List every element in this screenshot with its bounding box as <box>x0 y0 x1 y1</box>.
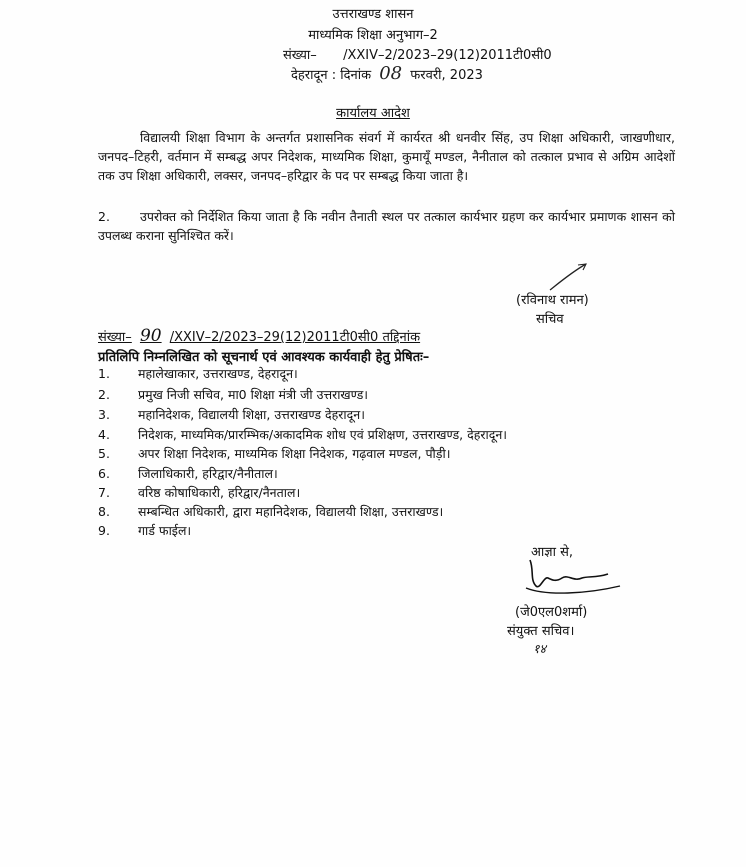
list-item <box>98 484 300 501</box>
header-government: उत्तराखण्ड शासन <box>332 7 414 22</box>
handwritten-note: १४ <box>533 641 547 656</box>
copy-reference-line <box>98 326 420 346</box>
secretary-designation: सचिव <box>536 312 564 327</box>
list-item <box>98 386 368 403</box>
list-item-text: वरिष्ठ कोषाधिकारी, हरिद्वार/नैनताल। <box>138 485 301 500</box>
list-item-number: 3. <box>98 407 110 422</box>
list-item-text: महानिदेशक, विद्यालयी शिक्षा, उत्तराखण्ड देहरादून। <box>138 407 365 422</box>
order-paragraph-1 <box>98 128 675 185</box>
list-item-number: 5. <box>98 446 110 461</box>
order-paragraph-2 <box>98 207 675 245</box>
by-order: आज्ञा से, <box>531 545 574 560</box>
list-item-number: 6. <box>98 466 110 481</box>
secretary-signature <box>548 262 588 292</box>
list-item-number: 1. <box>98 366 110 381</box>
list-item-text: सम्बन्धित अधिकारी, द्वारा महानिदेशक, विद्यालयी शिक्षा, उत्तराखण्ड। <box>138 504 444 519</box>
copy-reference-prefix: संख्या– <box>98 330 132 345</box>
list-item-text: महालेखाकार, उत्तराखण्ड, देहरादून। <box>138 366 298 381</box>
order-title: कार्यालय आदेश <box>336 106 410 121</box>
list-item-number: 9. <box>98 523 110 538</box>
list-item-text: अपर शिक्षा निदेशक, माध्यमिक शिक्षा निदेशक, गढ़वाल मण्डल, पौड़ी। <box>138 446 451 461</box>
list-item <box>98 503 443 520</box>
list-item-number: 8. <box>98 504 110 519</box>
joint-secretary-name: (जे0एल0शर्मा) <box>515 605 588 620</box>
list-item-number: 4. <box>98 427 110 442</box>
date-prefix: देहरादून : दिनांक <box>291 68 372 83</box>
order-paragraph-1-text: विद्यालयी शिक्षा विभाग के अन्तर्गत प्रशासनिक संवर्ग में कार्यरत श्री धनवीर सिंह, उप शिक्षा अधिकारी, जाखणीधार, जनपद–टिहरी, वर्तमान में सम्बद्ध अपर निदेशक, माध्यमिक शिक्षा, कुमायूँ मण्डल, नैनीताल को तत्काल प्रभाव से अग्रिम आदेशों तक उप शिक्षा अधिकारी, लक्सर, जनपद–हरिद्वार के पद पर सम्बद्ध किया जाता है। <box>98 130 675 183</box>
header-section: माध्यमिक शिक्षा अनुभाग–2 <box>308 28 438 43</box>
list-item <box>98 365 298 382</box>
list-item <box>98 406 365 423</box>
date-suffix: फरवरी, 2023 <box>410 68 483 83</box>
list-item-text: गार्ड फाईल। <box>138 523 192 538</box>
list-item-number: 2. <box>98 387 110 402</box>
date-line <box>291 63 483 84</box>
date-handwritten: 08 <box>379 63 403 84</box>
joint-secretary-designation: संयुक्त सचिव। <box>507 624 575 639</box>
list-item <box>98 445 450 462</box>
list-item <box>98 465 278 482</box>
list-item-text: प्रमुख निजी सचिव, मा0 शिक्षा मंत्री जी उत्तराखण्ड। <box>138 387 369 402</box>
list-item <box>98 522 191 539</box>
list-item-text: निदेशक, माध्यमिक/प्रारम्भिक/अकादमिक शोध एवं प्रशिक्षण, उत्तराखण्ड, देहरादून। <box>138 427 508 442</box>
list-item <box>98 426 507 443</box>
order-paragraph-2-text: उपरोक्त को निर्देशित किया जाता है कि नवीन तैनाती स्थल पर तत्काल कार्यभार ग्रहण कर कार्यभार प्रमाणक शासन को उपलब्ध कराना सुनिश्चित करें। <box>98 209 675 243</box>
list-item-text: जिलाधिकारी, हरिद्वार/नैनीताल। <box>138 466 278 481</box>
list-item-number: 7. <box>98 485 110 500</box>
reference-number-line <box>283 45 552 63</box>
copy-reference-handwritten: 90 <box>139 326 162 346</box>
secretary-name: (रविनाथ रामन) <box>516 293 589 308</box>
copy-intro: प्रतिलिपि निम्नलिखित को सूचनार्थ एवं आवश्यक कार्यवाही हेतु प्रेषितः– <box>98 350 430 365</box>
reference-number: /XXIV–2/2023–29(12)2011टी0सी0 <box>343 48 552 63</box>
reference-prefix: संख्या– <box>283 48 317 63</box>
joint-secretary-signature <box>516 556 626 598</box>
order-paragraph-2-number: 2. <box>98 209 110 224</box>
copy-reference-suffix: /XXIV–2/2023–29(12)2011टी0सी0 तद्दिनांक <box>169 330 421 345</box>
